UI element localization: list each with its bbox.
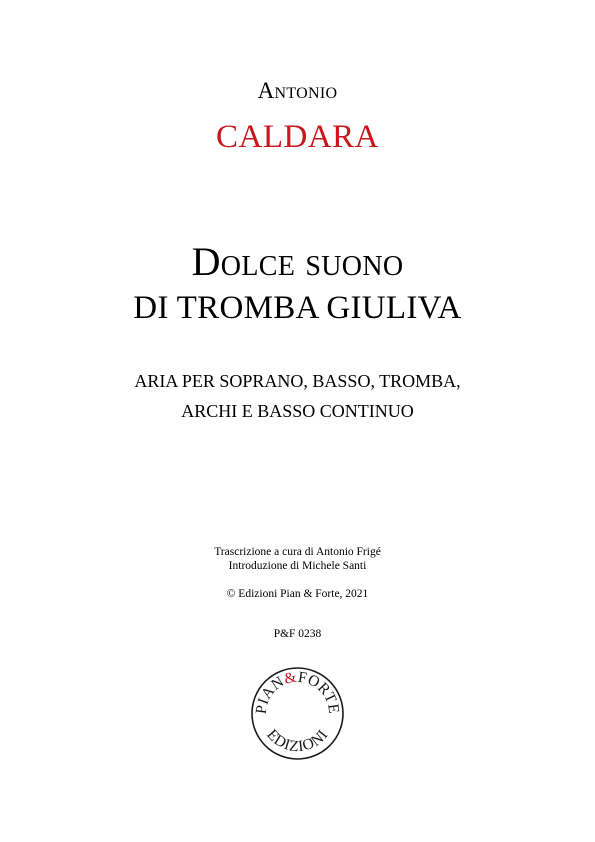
composer-first-name: Antonio [257,78,338,103]
copyright-notice: © Edizioni Pian & Forte, 2021 [226,588,369,600]
work-title-line-1: Dolce suono [191,239,404,284]
catalog-number: P&F 0238 [273,628,322,640]
work-subtitle-line-2: ARCHI E BASSO CONTINUO [181,401,414,421]
seal-text-edizioni: EDIZIONI [263,726,332,756]
seal-text-pian: PIAN [252,673,288,715]
publisher-seal-logo [251,667,344,760]
work-subtitle-line-1: ARIA PER SOPRANO, BASSO, TROMBA, [134,371,461,391]
transcription-credit: Trascrizione a cura di Antonio Frigé [214,546,381,558]
seal-text-forte: FORTE [296,668,343,715]
composer-last-name: CALDARA [215,119,379,155]
seal-ampersand: & [282,668,299,688]
introduction-credit: Introduzione di Michele Santi [228,560,367,572]
work-title-line-2: DI TROMBA GIULIVA [133,290,462,326]
